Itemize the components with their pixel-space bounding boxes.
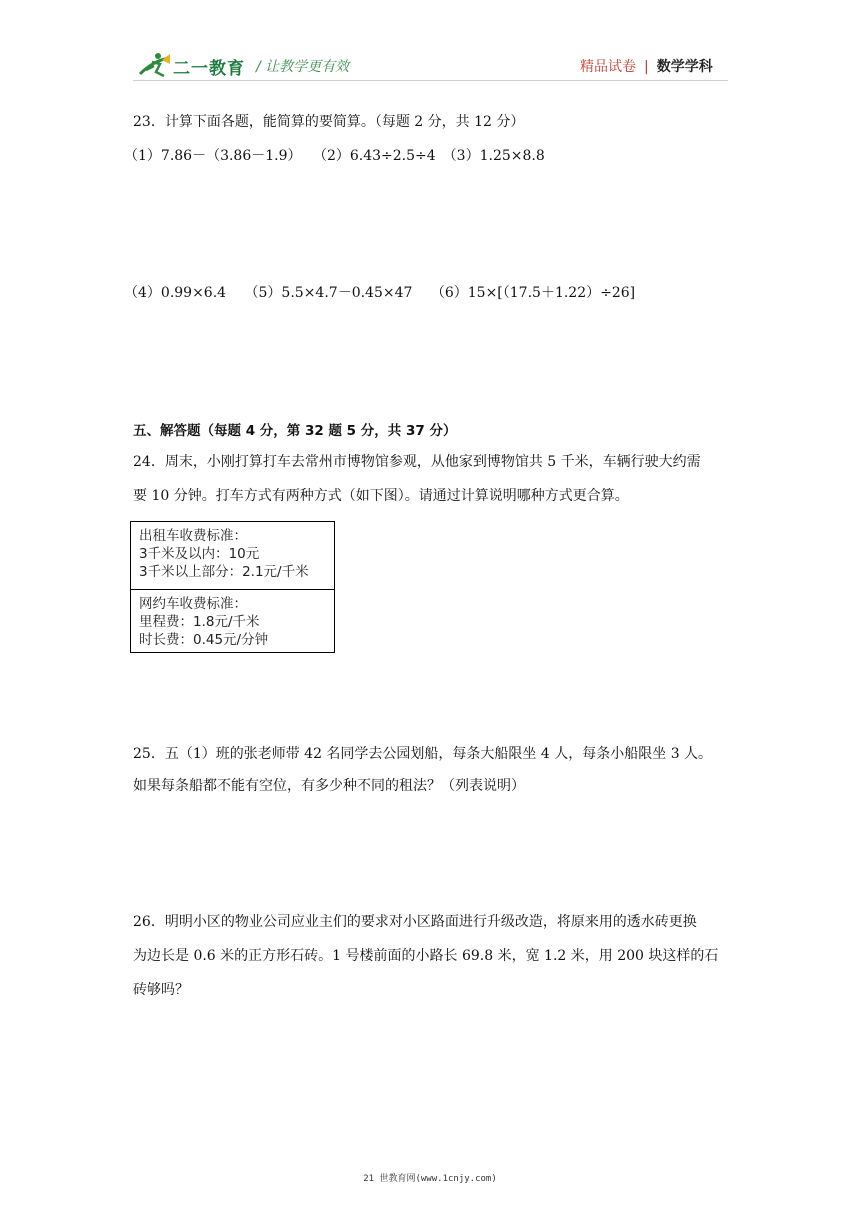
q23-row2: （4）0.99×6.4 （5）5.5×4.7－0.45×47 （6）15×[（17.5＋1.22）÷26] bbox=[124, 285, 636, 301]
q25-line2: 如果每条船都不能有空位，有多少种不同的租法？（列表说明） bbox=[133, 778, 525, 794]
slogan: / 让教学更有效 bbox=[256, 59, 350, 75]
q23-title: 23．计算下面各题，能简算的要简算。（每题 2 分，共 12 分） bbox=[133, 114, 525, 130]
header-divider bbox=[133, 80, 728, 81]
q23-row1: （1）7.86－（3.86－1.9） （2）6.43÷2.5÷4 （3）1.25×8.8 bbox=[124, 148, 545, 164]
page-footer: 21 世教育网(www.1cnjy.com) bbox=[363, 1174, 497, 1184]
q26-line1: 26．明明小区的物业公司应业主们的要求对小区路面进行升级改造，将原来用的透水砖更换 bbox=[133, 914, 697, 930]
fare-table bbox=[130, 521, 335, 653]
section5-heading: 五、解答题（每题 4 分，第 32 题 5 分，共 37 分） bbox=[133, 423, 457, 439]
logo-text: 二一教育 bbox=[173, 59, 245, 79]
q24-line1: 24．周末，小刚打算打车去常州市博物馆参观，从他家到博物馆共 5 千米，车辆行驶大约需 bbox=[133, 454, 701, 470]
taxi-rule-base: 3千米及以内：10元 bbox=[139, 546, 260, 562]
q24-line2: 要 10 分钟。打车方式有两种方式（如下图）。请通过计算说明哪种方式更合算。 bbox=[133, 488, 629, 504]
tag-separator: | bbox=[644, 59, 649, 75]
q26-line2: 为边长是 0.6 米的正方形石砖。1 号楼前面的小路长 69.8 米，宽 1.2 米，用 200 块这样的石 bbox=[133, 948, 719, 964]
ride-rule-mileage: 里程费：1.8元/千米 bbox=[139, 614, 260, 630]
ride-rule-time: 时长费：0.45元/分钟 bbox=[139, 632, 269, 648]
ride-title: 网约车收费标准： bbox=[139, 596, 247, 612]
fare-table-divider bbox=[131, 589, 334, 590]
header-tags bbox=[580, 56, 713, 76]
q25-line1: 25．五（1）班的张老师带 42 名同学去公园划船，每条大船限坐 4 人，每条小船限坐 3 人。 bbox=[133, 746, 713, 762]
tag-subject: 数学学科 bbox=[656, 59, 713, 75]
q26-line3: 砖够吗？ bbox=[133, 982, 189, 998]
tag-premium: 精品试卷 bbox=[580, 59, 636, 75]
taxi-rule-extra: 3千米以上部分：2.1元/千米 bbox=[139, 564, 309, 580]
taxi-title: 出租车收费标准： bbox=[139, 528, 247, 544]
